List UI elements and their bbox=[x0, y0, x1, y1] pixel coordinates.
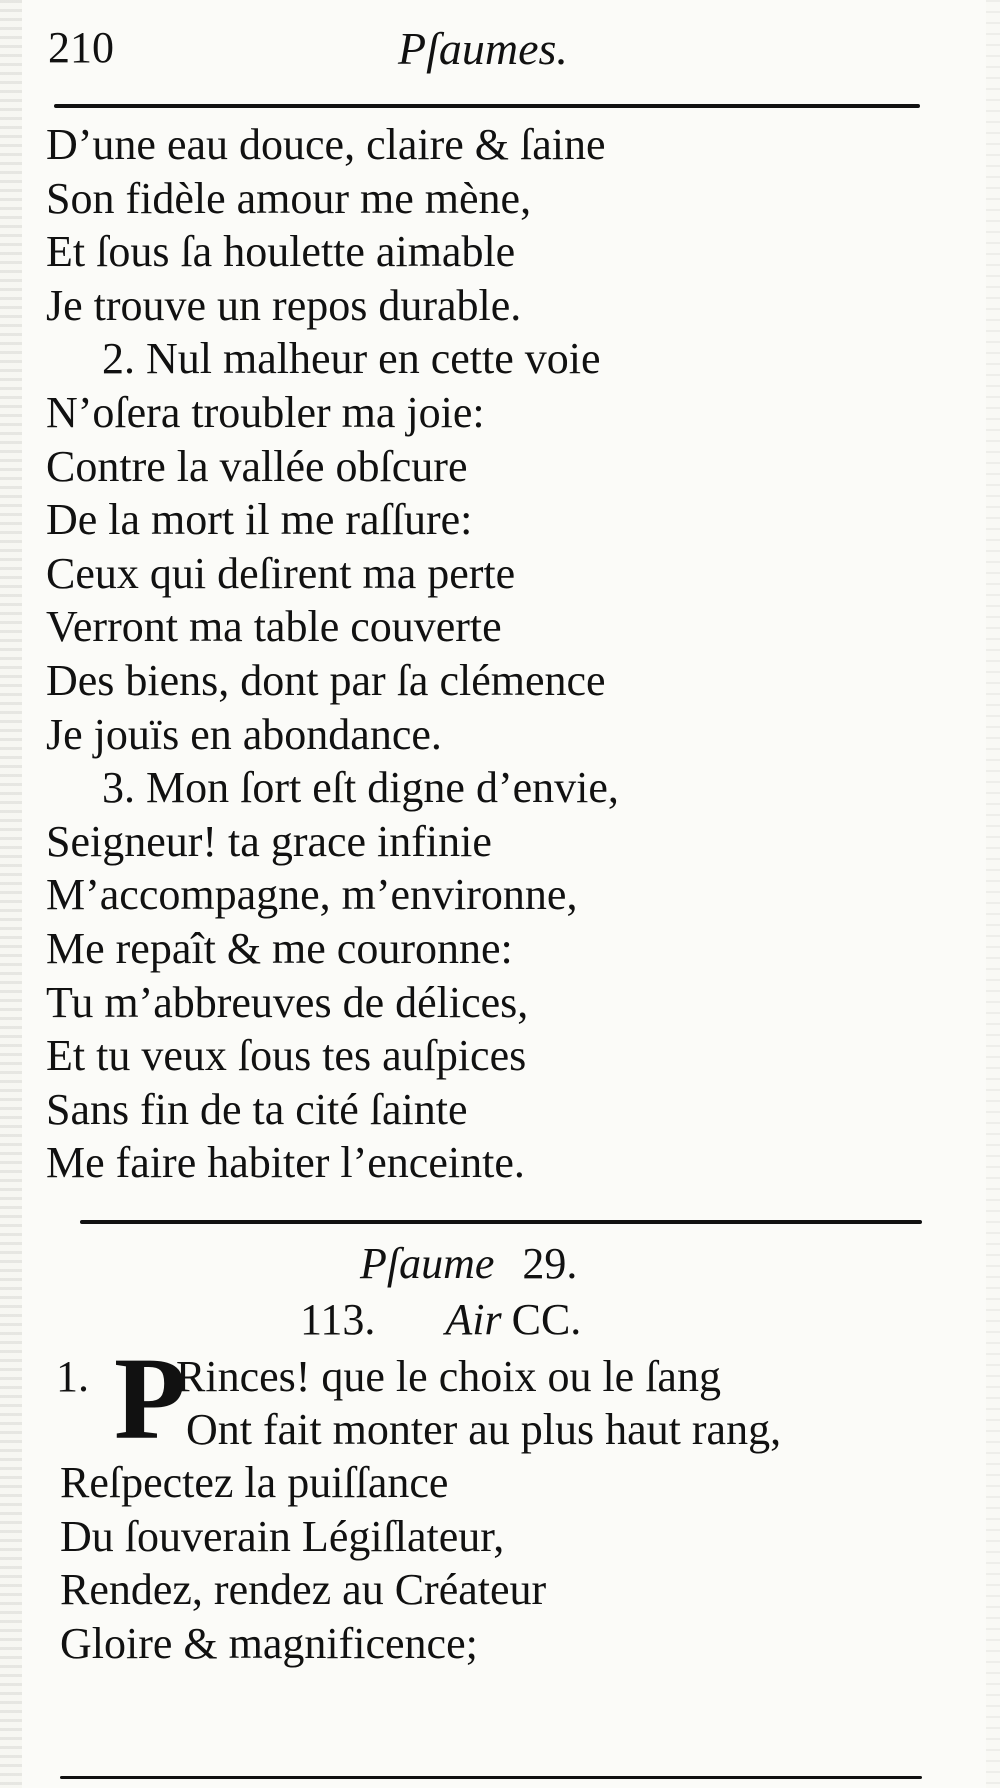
drop-cap: P bbox=[114, 1333, 187, 1464]
verse-line: Sans fin de ta cité ſainte bbox=[46, 1084, 468, 1134]
opening-lines bbox=[56, 1333, 956, 1464]
verse-line: Et tu veux ſous tes auſpices bbox=[46, 1031, 527, 1081]
verse-line: Ceux qui deſirent ma perte bbox=[46, 548, 516, 598]
verse-line: Je trouve un repos durable. bbox=[46, 280, 522, 330]
verse-line: 2. Nul malheur en cette voie bbox=[102, 334, 601, 384]
verse-line: Je jouïs en abondance. bbox=[46, 709, 442, 759]
running-title: Pſaumes. bbox=[398, 23, 568, 74]
verse-line: N’oſera troubler ma joie: bbox=[46, 387, 485, 437]
hymn-number: 113. bbox=[300, 1295, 376, 1344]
header-rule bbox=[54, 104, 920, 108]
page-number: 210 bbox=[48, 23, 114, 72]
psalm-29-title bbox=[360, 1238, 577, 1289]
verse-line: D’une eau douce, claire & ſaine bbox=[46, 120, 606, 169]
verse-line: Et ſous ſa houlette aimable bbox=[46, 227, 516, 277]
psalm-title-number: 29. bbox=[522, 1239, 578, 1288]
psalm-29-verses bbox=[56, 1333, 956, 1670]
verse-line: Du ſouverain Légiſlateur, bbox=[60, 1511, 505, 1561]
footer-rule bbox=[60, 1776, 922, 1779]
psalm-title-word: Pſaume bbox=[360, 1239, 495, 1288]
page-header bbox=[48, 18, 918, 88]
verse-line: Me repaît & me couronne: bbox=[46, 923, 513, 973]
verse-number: 1. bbox=[56, 1352, 89, 1401]
verse-line: Gloire & magnificence; bbox=[60, 1618, 478, 1668]
verse-line: 3. Mon ſort eſt digne d’envie, bbox=[102, 763, 619, 813]
page-edge-left bbox=[0, 0, 22, 1788]
verse-line: Rendez, rendez au Créateur bbox=[60, 1565, 547, 1615]
verse-line: Des biens, dont par ſa clémence bbox=[46, 655, 606, 705]
verse-line: Tu m’abbreuves de délices, bbox=[46, 977, 529, 1027]
hymn-air-line bbox=[300, 1294, 581, 1345]
verse-line: Seigneur! ta grace infinie bbox=[46, 816, 492, 866]
section-rule bbox=[80, 1220, 922, 1224]
verse-line: M’accompagne, m’environne, bbox=[46, 870, 578, 920]
verse-line: Son fidèle amour me mène, bbox=[46, 173, 532, 223]
verse-line: Verront ma table couverte bbox=[46, 602, 502, 652]
verse-line: Me faire habiter l’enceinte. bbox=[46, 1138, 525, 1188]
page-edge-right bbox=[986, 0, 1000, 1788]
air-code: CC. bbox=[511, 1295, 582, 1344]
verse-line: Contre la vallée obſcure bbox=[46, 441, 468, 491]
verse-line: Reſpectez la puiſſance bbox=[60, 1458, 449, 1507]
verse-line: De la mort il me raſſure: bbox=[46, 495, 473, 545]
verse-line: Rinces! que le choix ou le ſang bbox=[176, 1352, 721, 1401]
psalm-28-verses bbox=[46, 118, 946, 1190]
verse-line: Ont fait monter au plus haut rang, bbox=[186, 1405, 782, 1454]
air-word: Air bbox=[445, 1295, 502, 1344]
